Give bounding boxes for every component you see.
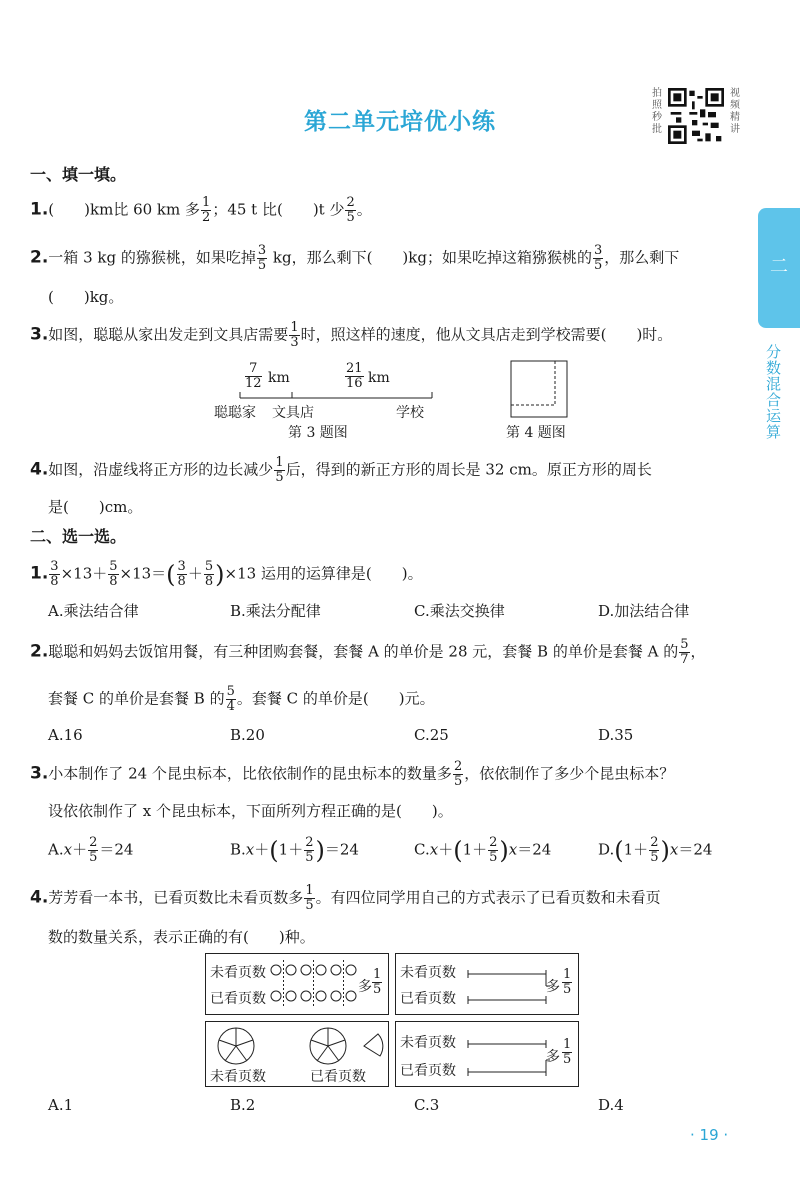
option-b[interactable]: B.20 [230,726,265,744]
s2-question-3: 3.小本制作了 24 个昆虫标本，比依依制作的昆虫标本的数量多 $\frac{2}{5}$ ，依依制作了多少个昆虫标本？ [30,759,675,789]
figure-4 [500,358,590,442]
unit-tab [758,208,800,328]
box-pies: 未看页数 已看页数 [205,1021,389,1087]
fraction: $\frac{1}{5}$ [275,455,284,485]
option-a[interactable]: A.16 [48,726,83,744]
option-c[interactable]: C.3 [414,1096,440,1114]
s2-question-3-line2: 设依依制作了 x 个昆虫标本，下面所列方程正确的是( )。 [48,802,453,820]
option-a[interactable]: A.1 [48,1096,74,1114]
segments-diagram [466,958,552,1010]
segments-diagram [466,1026,552,1082]
fraction: $\frac{2}{5}$ [346,195,355,225]
option-c[interactable]: C.x＋(1＋ $\frac{2}{5}$ )x＝24 [414,835,552,865]
s1-question-2-line2: ( )kg。 [48,288,124,306]
fraction: $\frac{5}{4}$ [226,684,235,714]
section-1-heading: 一、填一填。 [30,165,127,184]
s1-question-3: 3.如图，聪聪从家出发走到文具店需要 $\frac{1}{3}$ 时，照这样的速度，他从文具店走到学校需要( )时。 [30,320,673,350]
section-2-heading: 二、选一选。 [30,527,127,546]
option-d[interactable]: D.35 [598,726,634,744]
option-c[interactable]: C.乘法交换律 [414,602,505,620]
s2-question-4: 4.芳芳看一本书，已看页数比未看页数多 $\frac{1}{5}$ 。有四位同学用自己的方式表示了已看页数和未看页 [30,883,661,913]
fraction: $\frac{3}{5}$ [257,243,267,273]
s2-question-1: 1. $\frac{3}{8}$ ×13＋ $\frac{5}{8}$ ×13＝( $\frac{3}{8}$ ＋ $\frac{5}{8}$ )×13 运用的运算律是( )。 [30,559,423,589]
option-c[interactable]: C.25 [414,726,449,744]
square-diagram [510,360,570,420]
box-circles: 未看页数 已看页数 多 $\frac{1}{5}$ [205,953,389,1015]
s2-question-4-line2: 数的数量关系，表示正确的有( )种。 [48,928,315,946]
option-a[interactable]: A.x＋ $\frac{2}{5}$ ＝24 [48,835,134,865]
fraction: $\frac{1}{2}$ [202,195,211,225]
fraction: $\frac{3}{5}$ [593,243,603,273]
s1-question-2: 2.一箱 3 kg 的猕猴桃，如果吃掉 $\frac{3}{5}$ kg，那么剩下( )kg；如果吃掉这箱猕猴桃的 $\frac{3}{5}$ ，那么剩下 [30,243,680,273]
representation-figure [205,953,579,1087]
fraction: $\frac{5}{7}$ [680,637,689,667]
fraction: $\frac{1}{3}$ [290,320,299,350]
unit-label: km [368,370,390,386]
fraction: $\frac{1}{5}$ [305,883,314,913]
option-d[interactable]: D.4 [598,1096,624,1114]
school-label: 学校 [396,405,424,421]
s2-question-2-line2: 套餐 C 的单价是套餐 B 的 $\frac{5}{4}$ 。套餐 C 的单价是( )元。 [48,684,435,714]
option-d[interactable]: D.(1＋ $\frac{2}{5}$ )x＝24 [598,835,713,865]
s1-question-4: 4.如图，沿虚线将正方形的边长减少 $\frac{1}{5}$ 后，得到的新正方形的周长是 32 cm。原正方形的周长 [30,455,652,485]
unit-label: km [268,370,290,386]
box-segments-2: 未看页数 已看页数 多 $\frac{1}{5}$ [395,1021,579,1087]
unit-tab-label: 二 [770,256,788,277]
figure-caption: 第 4 题图 [506,425,566,441]
s1-question-4-line2: 是( )cm。 [48,498,143,516]
qr-left-label: 拍照秒批 [652,88,662,135]
figure-3 [210,362,450,442]
option-b[interactable]: B.乘法分配律 [230,602,321,620]
qr-block [652,88,748,150]
page-number: · 19 · [690,1126,729,1144]
shop-label: 文具店 [272,405,314,421]
s1-question-1: 1.( )km比 60 km 多 $\frac{1}{2}$ ；45 t 比( )t 少 $\frac{2}{5}$ 。 [30,195,372,225]
option-d[interactable]: D.加法结合律 [598,602,690,620]
s2-question-2: 2.聪聪和妈妈去饭馆用餐，有三种团购套餐，套餐 A 的单价是 28 元，套餐 B 的单价是套餐 A 的 $\frac{5}{7}$ ， [30,637,706,667]
option-b[interactable]: B.x＋(1＋ $\frac{2}{5}$ )＝24 [230,835,359,865]
box-segments-1: 未看页数 已看页数 多 $\frac{1}{5}$ [395,953,579,1015]
option-a[interactable]: A.乘法结合律 [48,602,139,620]
qr-code-icon[interactable] [668,88,724,144]
figure-caption: 第 3 题图 [288,425,348,441]
fraction: $\frac{7}{12}$ [245,361,262,391]
circles-diagram [268,958,358,1010]
pie-diagram [216,1026,386,1066]
home-label: 聪聪家 [214,405,256,421]
page-title: 第二单元培优小练 [304,109,496,135]
qr-right-label: 视频精讲 [730,88,740,135]
option-b[interactable]: B.2 [230,1096,256,1114]
fraction: $\frac{21}{16}$ [346,361,363,391]
side-topic-label: 分数混合运算 [766,343,782,441]
fraction: $\frac{2}{5}$ [453,759,463,789]
